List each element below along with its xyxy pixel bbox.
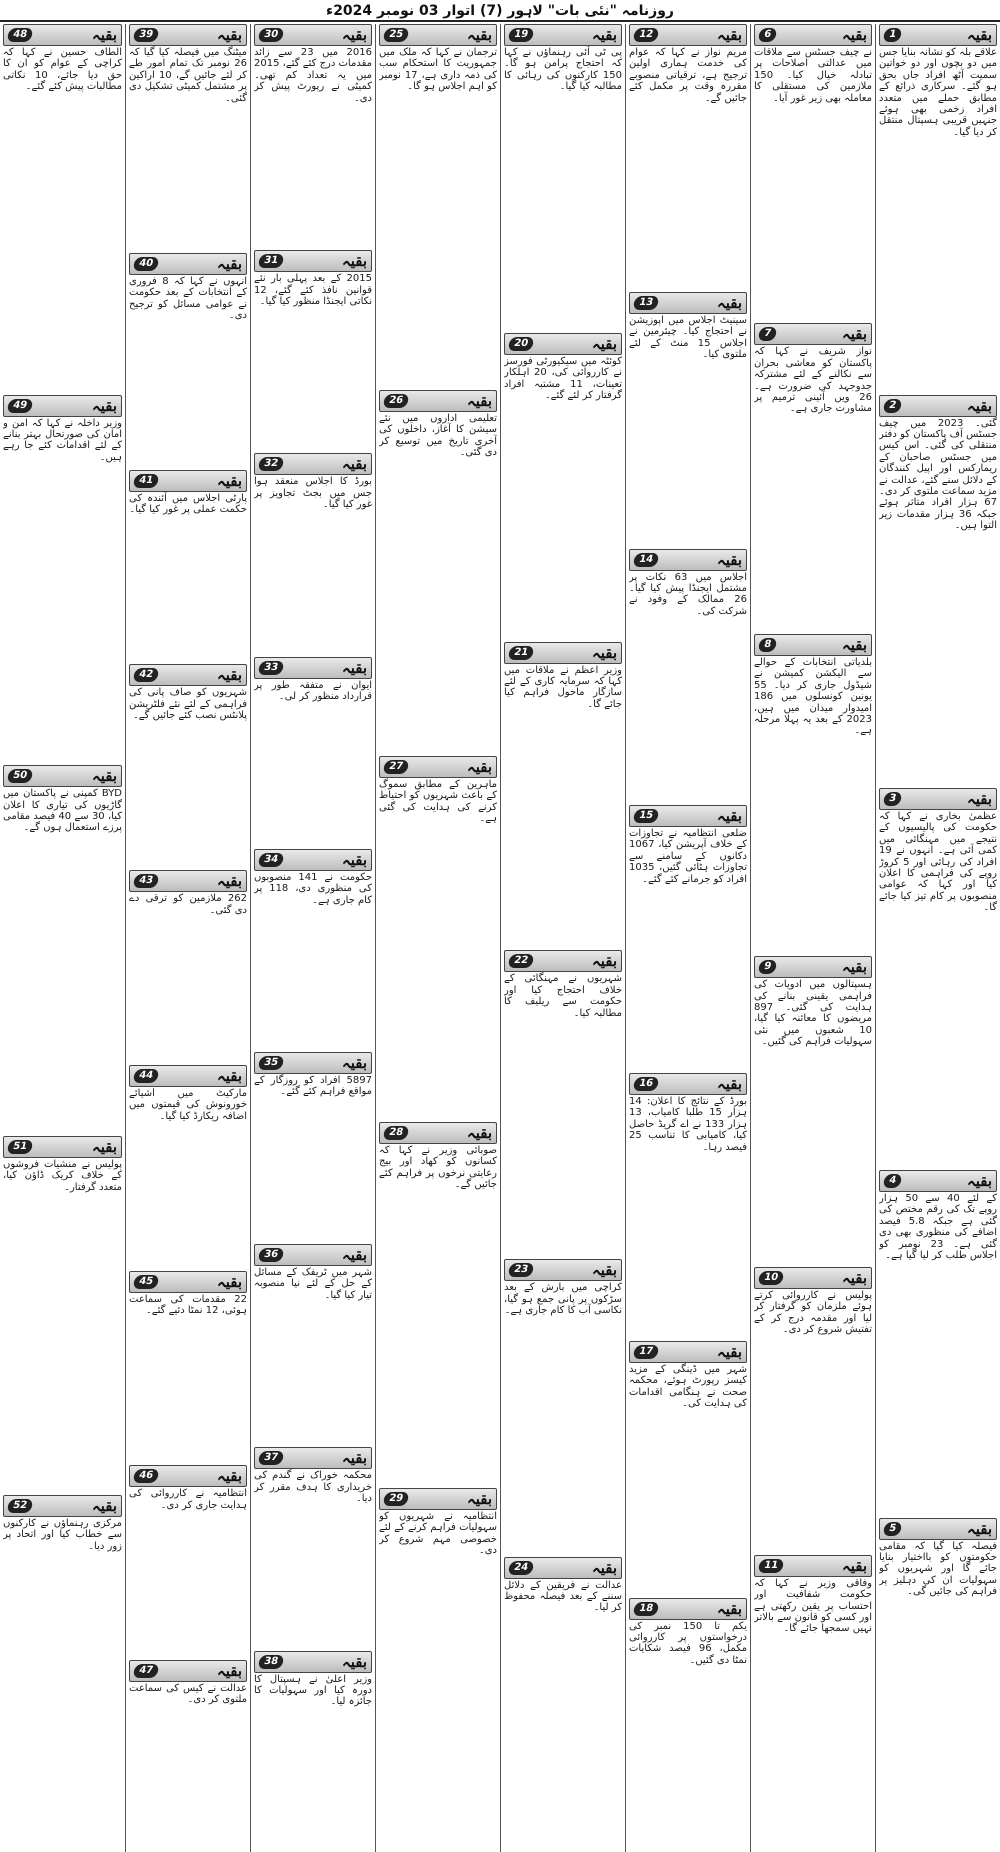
continuation-label: بقیہ — [716, 1075, 742, 1093]
continuation-text: عدالت نے فریقین کے دلائل سننے کے بعد فیصلہ محفوظ کر لیا۔ — [504, 1579, 622, 1614]
continuation-text: ایوان نے متفقہ طور پر قرارداد منظور کر لی۔ — [254, 679, 372, 703]
continuation-label: بقیہ — [341, 658, 367, 677]
continuation-text: نے چیف جسٹس سے ملاقات میں عدالتی اصلاحات پر تبادلہ خیال کیا۔ 150 ملازمین کی مستقلی کا معاملہ بھی زیر غور آیا۔ — [754, 47, 872, 104]
continuation-number-badge: 27 — [383, 760, 410, 774]
continuation-number-badge: 6 — [758, 28, 778, 42]
continuation-header — [504, 642, 622, 664]
continuation-block — [629, 24, 747, 290]
continuation-text: پارٹی اجلاس میں آئندہ کی حکمت عملی پر غور کیا گیا۔ — [129, 492, 247, 516]
continuation-header — [754, 1555, 872, 1577]
continuation-block — [254, 250, 372, 451]
continuation-block — [254, 1244, 372, 1445]
continuation-label: بقیہ — [216, 872, 242, 891]
continuation-number-badge: 4 — [883, 1174, 903, 1188]
continuation-header — [629, 1341, 747, 1363]
continuation-number-badge: 42 — [133, 668, 160, 682]
continuation-number-badge: 49 — [7, 399, 34, 413]
continuation-label: بقیہ — [341, 850, 367, 869]
continuation-label: بقیہ — [341, 1652, 367, 1671]
continuation-text: ماہرین کے مطابق سموگ کے باعث شہریوں کو احتیاط کرنے کی ہدایت کی گئی ہے۔ — [379, 779, 497, 825]
continuation-label: بقیہ — [591, 643, 617, 662]
continuation-label: بقیہ — [216, 1272, 242, 1291]
continuation-number-badge: 52 — [7, 1499, 34, 1513]
continuation-number-badge: 32 — [258, 457, 285, 471]
continuation-label: بقیہ — [591, 1261, 617, 1280]
continuation-text: عدالت نے کیس کی سماعت ملتوی کر دی۔ — [129, 1682, 247, 1705]
continuation-text: ترجمان نے کہا کہ ملک میں جمہوریت کا استحکام سب کی ذمہ داری ہے، 17 نومبر کو اہم اجلاس ہو گا۔ — [379, 47, 497, 93]
column-5 — [375, 24, 500, 1852]
continuation-header — [254, 657, 372, 679]
continuation-text: کراچی میں بارش کے بعد سڑکوں پر پانی جمع ہو گیا، نکاسی آب کا کام جاری ہے۔ — [504, 1282, 622, 1316]
continuation-label: بقیہ — [841, 958, 867, 977]
continuation-block — [129, 1465, 247, 1657]
continuation-number-badge: 14 — [633, 553, 660, 567]
continuation-header — [879, 395, 997, 417]
continuation-block — [754, 956, 872, 1265]
continuation-text: یکم تا 150 نمبر کی درخواستوں پر کارروائی مکمل، 96 فیصد شکایات نمٹا دی گئیں۔ — [629, 1620, 747, 1666]
continuation-label: بقیہ — [341, 26, 367, 44]
continuation-block — [254, 453, 372, 654]
continuation-text: عظمیٰ بخاری نے کہا کہ حکومت کی پالیسیوں کے نتیجے میں مہنگائی میں کمی آئی ہے۔ انہوں نے 19 افراد کی رہائی اور 5 کروڑ روپے کی فراہمی کا اعلان کیا اور کہا کہ عوامی منصوبوں پر کام تیز کیا جائے گا۔ — [879, 810, 997, 914]
continuation-text: شہر میں ڈینگی کے مزید کیسز رپورٹ ہوئے، محکمہ صحت نے ہنگامی اقدامات کی ہدایت کی۔ — [629, 1363, 747, 1410]
continuation-label: بقیہ — [216, 254, 242, 273]
continuation-text: بورڈ کے نتائج کا اعلان: 14 ہزار 15 طلبا کامیاب، 13 ہزار 133 نے اے گریڈ حاصل کیا، کامیابی کا تناسب 25 فیصد رہا۔ — [629, 1096, 747, 1153]
continuation-label: بقیہ — [216, 1066, 242, 1085]
continuation-text: ہسپتالوں میں ادویات کی فراہمی یقینی بنانے کی ہدایت کی گئی۔ 897 مریضوں کا معائنہ کیا گیا، 10 شعبوں میں نئی سہولیات فراہم کی گئیں۔ — [754, 979, 872, 1048]
continuation-block — [754, 1267, 872, 1553]
continuation-number-badge: 10 — [758, 1271, 785, 1285]
continuation-label: بقیہ — [466, 26, 492, 44]
continuation-header — [129, 253, 247, 275]
continuation-block — [879, 1518, 997, 1852]
continuation-number-badge: 13 — [633, 296, 660, 310]
continuation-label: بقیہ — [341, 455, 367, 474]
continuation-header — [754, 1267, 872, 1289]
continuation-block — [629, 1073, 747, 1339]
continuation-header — [629, 1598, 747, 1620]
continuation-number-badge: 15 — [633, 809, 660, 823]
columns-container — [0, 24, 1000, 1852]
continuation-block — [504, 333, 622, 640]
continuation-text: BYD کمپنی نے پاکستان میں گاڑیوں کی تیاری کا اعلان کیا، 30 سے 40 فیصد مقامی پرزے استعمال ہوں گے۔ — [3, 788, 122, 834]
continuation-block — [129, 1065, 247, 1269]
continuation-label: بقیہ — [91, 767, 117, 786]
continuation-block — [129, 470, 247, 662]
continuation-header — [754, 634, 872, 656]
continuation-header — [129, 664, 247, 686]
continuation-header — [254, 453, 372, 475]
continuation-header — [879, 24, 997, 46]
continuation-block — [3, 1495, 122, 1852]
continuation-header — [754, 24, 872, 46]
continuation-header — [879, 1170, 997, 1192]
continuation-label: بقیہ — [341, 1449, 367, 1468]
continuation-text: فیصلہ کیا گیا کہ مقامی حکومتوں کو بااختیار بنایا جائے گا اور شہریوں کو سہولیات ان کی دہلیز پر فراہم کی جائیں گی۔ — [879, 1540, 997, 1598]
continuation-text: اجلاس میں 63 نکات پر مشتمل ایجنڈا پیش کیا گیا۔ 26 ممالک کے وفود نے شرکت کی۔ — [629, 571, 747, 617]
continuation-header — [629, 549, 747, 571]
continuation-label: بقیہ — [91, 26, 117, 44]
continuation-header — [504, 24, 622, 46]
continuation-header — [629, 24, 747, 46]
continuation-block — [379, 1122, 497, 1486]
continuation-header — [754, 323, 872, 345]
continuation-block — [629, 1598, 747, 1852]
continuation-header — [3, 1495, 122, 1517]
continuation-block — [379, 24, 497, 388]
continuation-header — [379, 24, 497, 46]
continuation-text: انتظامیہ نے شہریوں کو سہولیات فراہم کرنے کے لئے خصوصی مہم شروع کر دی۔ — [379, 1511, 497, 1557]
continuation-block — [129, 870, 247, 1062]
continuation-header — [379, 1122, 497, 1144]
continuation-label: بقیہ — [216, 1467, 242, 1486]
continuation-number-badge: 23 — [508, 1263, 535, 1277]
continuation-block — [129, 1660, 247, 1852]
continuation-number-badge: 5 — [883, 1522, 903, 1536]
continuation-header — [379, 756, 497, 778]
continuation-block — [629, 805, 747, 1071]
column-7 — [125, 24, 250, 1852]
continuation-number-badge: 12 — [633, 28, 660, 42]
continuation-block — [504, 950, 622, 1257]
continuation-header — [129, 1465, 247, 1487]
continuation-number-badge: 51 — [7, 1140, 34, 1154]
continuation-text: مارکیٹ میں اشیائے خورونوش کی قیمتوں میں اضافہ ریکارڈ کیا گیا۔ — [129, 1087, 247, 1122]
continuation-text: گئی۔ 2023 میں چیف جسٹس آف پاکستان کو دفتر منتقلی کی گئی۔ اس کیس میں جسٹس صاحبان کے ریمارکس اور اپیل کنندگان کے دلائل سنے گئے، عدالت نے مزید سماعت ملتوی کر دی۔ 67 ہزار افراد متاثر ہوئے جبکہ 36 ہزار مقدمات زیر التوا ہیں۔ — [879, 417, 997, 532]
continuation-label: بقیہ — [466, 758, 492, 776]
continuation-number-badge: 17 — [633, 1345, 660, 1359]
continuation-label: بقیہ — [591, 26, 617, 44]
continuation-number-badge: 39 — [133, 28, 160, 42]
continuation-number-badge: 41 — [133, 474, 160, 488]
continuation-number-badge: 43 — [133, 874, 160, 888]
continuation-label: بقیہ — [591, 952, 617, 971]
continuation-block — [879, 395, 997, 786]
continuation-header — [129, 1271, 247, 1293]
continuation-text: 5897 افراد کو روزگار کے مواقع فراہم کئے گئے۔ — [254, 1075, 372, 1098]
continuation-label: بقیہ — [841, 325, 867, 344]
continuation-header — [3, 765, 122, 787]
continuation-number-badge: 26 — [383, 394, 410, 408]
continuation-label: بقیہ — [966, 26, 992, 44]
continuation-label: بقیہ — [216, 666, 242, 685]
continuation-text: بورڈ کا اجلاس منعقد ہوا جس میں بجٹ تجاویز پر غور کیا گیا۔ — [254, 476, 372, 511]
continuation-number-badge: 24 — [508, 1561, 535, 1575]
continuation-number-badge: 36 — [258, 1248, 285, 1262]
continuation-text: محکمہ خوراک نے گندم کی خریداری کا ہدف مقرر کر دیا۔ — [254, 1470, 372, 1505]
continuation-block — [629, 549, 747, 804]
continuation-label: بقیہ — [716, 293, 742, 312]
continuation-block — [379, 390, 497, 754]
continuation-label: بقیہ — [216, 471, 242, 490]
continuation-header — [379, 1488, 497, 1510]
continuation-header — [504, 1259, 622, 1281]
continuation-label: بقیہ — [591, 1558, 617, 1577]
continuation-label: بقیہ — [466, 392, 492, 410]
continuation-header — [754, 956, 872, 978]
continuation-number-badge: 16 — [633, 1077, 660, 1091]
continuation-header — [879, 788, 997, 810]
continuation-block — [129, 1271, 247, 1463]
continuation-label: بقیہ — [841, 26, 867, 44]
continuation-header — [129, 870, 247, 892]
continuation-number-badge: 21 — [508, 646, 535, 660]
continuation-text: 2016 میں 23 سے زائد مقدمات درج کئے گئے، 2015 میں یہ تعداد کم تھی۔ کمیٹی نے رپورٹ پیش کر دی۔ — [254, 47, 372, 104]
continuation-number-badge: 25 — [383, 28, 410, 42]
continuation-text: پی ٹی آئی رہنماؤں نے کہا کہ احتجاج پرامن ہو گا۔ 150 کارکنوں کی رہائی کا مطالبہ کیا گیا۔ — [504, 47, 622, 93]
continuation-text: شہریوں نے مہنگائی کے خلاف احتجاج کیا اور حکومت سے ریلیف کا مطالبہ کیا۔ — [504, 973, 622, 1019]
continuation-number-badge: 46 — [133, 1469, 160, 1483]
continuation-text: انہوں نے کہا کہ 8 فروری کے انتخابات کے بعد حکومت نے عوامی مسائل کو ترجیح دی۔ — [129, 275, 247, 321]
continuation-text: سینیٹ اجلاس میں اپوزیشن نے احتجاج کیا۔ چیئرمین نے اجلاس 15 منٹ کے لئے ملتوی کیا۔ — [629, 314, 747, 361]
continuation-header — [629, 805, 747, 827]
continuation-text: مریم نواز نے کہا کہ عوام کی خدمت ہماری اولین ترجیح ہے، ترقیاتی منصوبے مقررہ وقت پر مکمل کئے جائیں گے۔ — [629, 47, 747, 104]
continuation-text: کے لئے 40 سے 50 ہزار روپے تک کی رقم مختص کی گئی ہے جبکہ 5.8 فیصد اضافے کی منظوری بھی دی گئی ہے۔ 23 نومبر کو اجلاس طلب کر لیا گیا ہے۔ — [879, 1192, 997, 1261]
continuation-text: پولیس نے کارروائی کرتے ہوئے ملزمان کو گرفتار کر لیا اور مقدمہ درج کر کے تفتیش شروع کر دی۔ — [754, 1289, 872, 1336]
continuation-header — [629, 292, 747, 314]
continuation-number-badge: 31 — [258, 254, 285, 268]
continuation-number-badge: 8 — [758, 638, 778, 652]
continuation-text: 22 مقدمات کی سماعت ہوئی، 12 نمٹا دئیے گئے۔ — [129, 1293, 247, 1317]
continuation-label: بقیہ — [341, 1054, 367, 1073]
continuation-block — [254, 24, 372, 248]
continuation-header — [3, 1136, 122, 1158]
continuation-label: بقیہ — [716, 1599, 742, 1618]
column-8 — [0, 24, 125, 1852]
continuation-block — [504, 1557, 622, 1852]
continuation-number-badge: 48 — [7, 28, 34, 42]
continuation-text: حکومت نے 141 منصوبوں کی منظوری دی، 118 پر کام جاری ہے۔ — [254, 871, 372, 906]
continuation-number-badge: 40 — [133, 257, 160, 271]
continuation-number-badge: 38 — [258, 1655, 285, 1669]
continuation-text: پولیس نے منشیات فروشوں کے خلاف کریک ڈاؤن کیا، متعدد گرفتار۔ — [3, 1158, 122, 1193]
continuation-number-badge: 18 — [633, 1602, 660, 1616]
continuation-label: بقیہ — [966, 396, 992, 415]
continuation-label: بقیہ — [966, 1519, 992, 1538]
continuation-label: بقیہ — [716, 550, 742, 569]
continuation-header — [254, 1052, 372, 1074]
continuation-block — [129, 24, 247, 251]
continuation-number-badge: 29 — [383, 1492, 410, 1506]
continuation-number-badge: 9 — [758, 960, 778, 974]
continuation-block — [629, 292, 747, 547]
continuation-number-badge: 19 — [508, 28, 535, 42]
continuation-header — [254, 1244, 372, 1266]
continuation-label: بقیہ — [216, 26, 242, 44]
continuation-number-badge: 28 — [383, 1126, 410, 1140]
continuation-header — [3, 395, 122, 417]
continuation-text: شہریوں کو صاف پانی کی فراہمی کے لئے نئے فلٹریشن پلانٹس نصب کئے جائیں گے۔ — [129, 687, 247, 722]
continuation-label: بقیہ — [91, 1137, 117, 1156]
continuation-text: وزیر داخلہ نے کہا کہ امن و امان کی صورتحال بہتر بنانے کے لئے اقدامات کئے جا رہے ہیں۔ — [3, 417, 122, 463]
continuation-block — [879, 24, 997, 393]
continuation-block — [879, 788, 997, 1168]
continuation-header — [3, 24, 122, 46]
continuation-label: بقیہ — [841, 1556, 867, 1575]
continuation-label: بقیہ — [841, 1268, 867, 1287]
continuation-label: بقیہ — [341, 1245, 367, 1264]
continuation-header — [879, 1518, 997, 1540]
continuation-text: وزیر اعظم نے ملاقات میں کہا کہ سرمایہ کاری کے لئے سازگار ماحول فراہم کیا جائے گا۔ — [504, 664, 622, 710]
continuation-text: میٹنگ میں فیصلہ کیا گیا کہ 26 نومبر تک تمام امور طے کر لئے جائیں گے، 10 اراکین پر مشتمل کمیٹی تشکیل دی گئی۔ — [129, 47, 247, 104]
continuation-block — [3, 1136, 122, 1493]
continuation-block — [129, 253, 247, 468]
continuation-label: بقیہ — [216, 1661, 242, 1680]
continuation-block — [3, 765, 122, 1134]
continuation-number-badge: 22 — [508, 954, 535, 968]
continuation-number-badge: 34 — [258, 853, 285, 867]
continuation-block — [754, 634, 872, 954]
continuation-label: بقیہ — [716, 26, 742, 44]
continuation-text: صوبائی وزیر نے کہا کہ کسانوں کو کھاد اور بیج رعایتی نرخوں پر فراہم کئے جائیں گے۔ — [379, 1145, 497, 1191]
continuation-label: بقیہ — [966, 1171, 992, 1190]
continuation-number-badge: 7 — [758, 327, 778, 341]
continuation-block — [129, 664, 247, 868]
continuation-header — [254, 1447, 372, 1469]
continuation-block — [629, 1341, 747, 1596]
continuation-header — [379, 390, 497, 412]
continuation-block — [379, 756, 497, 1120]
continuation-text: نواز شریف نے کہا کہ پاکستان کو معاشی بحران سے نکالنے کے لئے مشترکہ جدوجہد کی ضرورت ہے۔ 26 ویں آئینی ترمیم پر مشاورت جاری ہے۔ — [754, 346, 872, 415]
continuation-number-badge: 35 — [258, 1056, 285, 1070]
continuation-header — [129, 24, 247, 46]
continuation-label: بقیہ — [341, 252, 367, 271]
column-6 — [250, 24, 375, 1852]
continuation-header — [254, 250, 372, 272]
continuation-text: وفاقی وزیر نے کہا کہ حکومت شفافیت اور احتساب پر یقین رکھتی ہے اور کسی کو قانون سے بالاتر نہیں سمجھا جائے گا۔ — [754, 1577, 872, 1635]
continuation-number-badge: 47 — [133, 1664, 160, 1678]
continuation-header — [254, 1651, 372, 1673]
continuation-header — [129, 470, 247, 492]
continuation-text: وزیر اعلیٰ نے ہسپتال کا دورہ کیا اور سہولیات کا جائزہ لیا۔ — [254, 1673, 372, 1708]
continuation-label: بقیہ — [91, 396, 117, 415]
continuation-block — [254, 849, 372, 1050]
masthead-dateline: روزنامہ "نئی بات" لاہور (7) اتوار 03 نومبر 2024ء — [0, 0, 1000, 22]
continuation-block — [504, 24, 622, 331]
continuation-number-badge: 30 — [258, 28, 285, 42]
continuation-block — [3, 395, 122, 764]
continuation-label: بقیہ — [466, 1490, 492, 1508]
continuation-text: شہر میں ٹریفک کے مسائل کے حل کے لئے نیا منصوبہ تیار کیا گیا۔ — [254, 1266, 372, 1301]
continuation-number-badge: 37 — [258, 1451, 285, 1465]
continuation-label: بقیہ — [966, 789, 992, 808]
continuation-number-badge: 3 — [883, 792, 903, 806]
continuation-number-badge: 45 — [133, 1275, 160, 1289]
continuation-block — [254, 1052, 372, 1242]
continuation-block — [379, 1488, 497, 1852]
continuation-number-badge: 11 — [758, 1559, 785, 1573]
continuation-header — [629, 1073, 747, 1095]
continuation-block — [254, 657, 372, 847]
continuation-header — [254, 24, 372, 46]
continuation-number-badge: 44 — [133, 1069, 160, 1083]
continuation-block — [504, 642, 622, 949]
continuation-text: ضلعی انتظامیہ نے تجاوزات کے خلاف آپریشن کیا، 1067 دکانوں کے سامنے سے تجاوزات ہٹائی گئیں، 1035 افراد کو جرمانے کئے گئے۔ — [629, 828, 747, 885]
column-1 — [875, 24, 1000, 1852]
continuation-text: علاقے بلہ کو نشانہ بنایا جس میں دو بچوں اور دو خواتین سمیت آٹھ افراد جاں بحق ہو گئے۔ سرکاری ذرائع کے مطابق حملے میں متعدد افراد زخمی بھی ہوئے جنہیں قریبی ہسپتال منتقل کر دیا گیا۔ — [879, 47, 997, 138]
continuation-text: تعلیمی اداروں میں نئے سیشن کا آغاز، داخلوں کی آخری تاریخ میں توسیع کر دی گئی۔ — [379, 413, 497, 459]
continuation-label: بقیہ — [466, 1124, 492, 1142]
continuation-block — [254, 1651, 372, 1852]
continuation-header — [254, 849, 372, 871]
continuation-number-badge: 2 — [883, 399, 903, 413]
continuation-label: بقیہ — [591, 334, 617, 353]
continuation-number-badge: 20 — [508, 337, 535, 351]
continuation-header — [504, 1557, 622, 1579]
continuation-block — [879, 1170, 997, 1516]
continuation-block — [3, 24, 122, 393]
column-3 — [625, 24, 750, 1852]
continuation-block — [754, 24, 872, 321]
continuation-header — [129, 1660, 247, 1682]
column-4 — [500, 24, 625, 1852]
continuation-text: 2015 کے بعد پہلی بار نئے قوانین نافذ کئے گئے، 12 نکاتی ایجنڈا منظور کیا گیا۔ — [254, 273, 372, 307]
continuation-number-badge: 33 — [258, 661, 285, 675]
continuation-text: کوئٹہ میں سیکیورٹی فورسز نے کارروائی کی، 20 اہلکار تعینات، 11 مشتبہ افراد گرفتار کر لئے گئے۔ — [504, 355, 622, 402]
continuation-block — [504, 1259, 622, 1554]
continuation-label: بقیہ — [716, 1342, 742, 1361]
continuation-block — [754, 323, 872, 632]
column-2 — [750, 24, 875, 1852]
continuation-number-badge: 50 — [7, 769, 34, 783]
continuation-header — [129, 1065, 247, 1087]
continuation-block — [254, 1447, 372, 1648]
continuation-header — [504, 333, 622, 355]
continuation-label: بقیہ — [716, 807, 742, 826]
continuation-text: انتظامیہ نے کارروائی کی ہدایت جاری کر دی۔ — [129, 1488, 247, 1511]
continuation-text: 262 ملازمین کو ترقی دے دی گئی۔ — [129, 893, 247, 916]
continuation-text: مرکزی رہنماؤں نے کارکنوں سے خطاب کیا اور اتحاد پر زور دیا۔ — [3, 1517, 122, 1552]
continuation-label: بقیہ — [841, 636, 867, 654]
continuation-text: بلدیاتی انتخابات کے حوالے سے الیکشن کمیشن نے شیڈول جاری کر دیا۔ 55 یونین کونسلوں میں 186 امیدوار میدان میں ہیں، 2023 کے بعد یہ پہلا مرحلہ ہے۔ — [754, 657, 872, 737]
continuation-header — [504, 950, 622, 972]
continuation-number-badge: 1 — [883, 28, 903, 42]
continuation-label: بقیہ — [91, 1496, 117, 1515]
continuation-block — [754, 1555, 872, 1852]
continuation-text: الطاف حسین نے کہا کہ کراچی کے عوام کو ان کا حق دیا جائے، 10 نکاتی مطالبات پیش کئے گئے۔ — [3, 47, 122, 93]
